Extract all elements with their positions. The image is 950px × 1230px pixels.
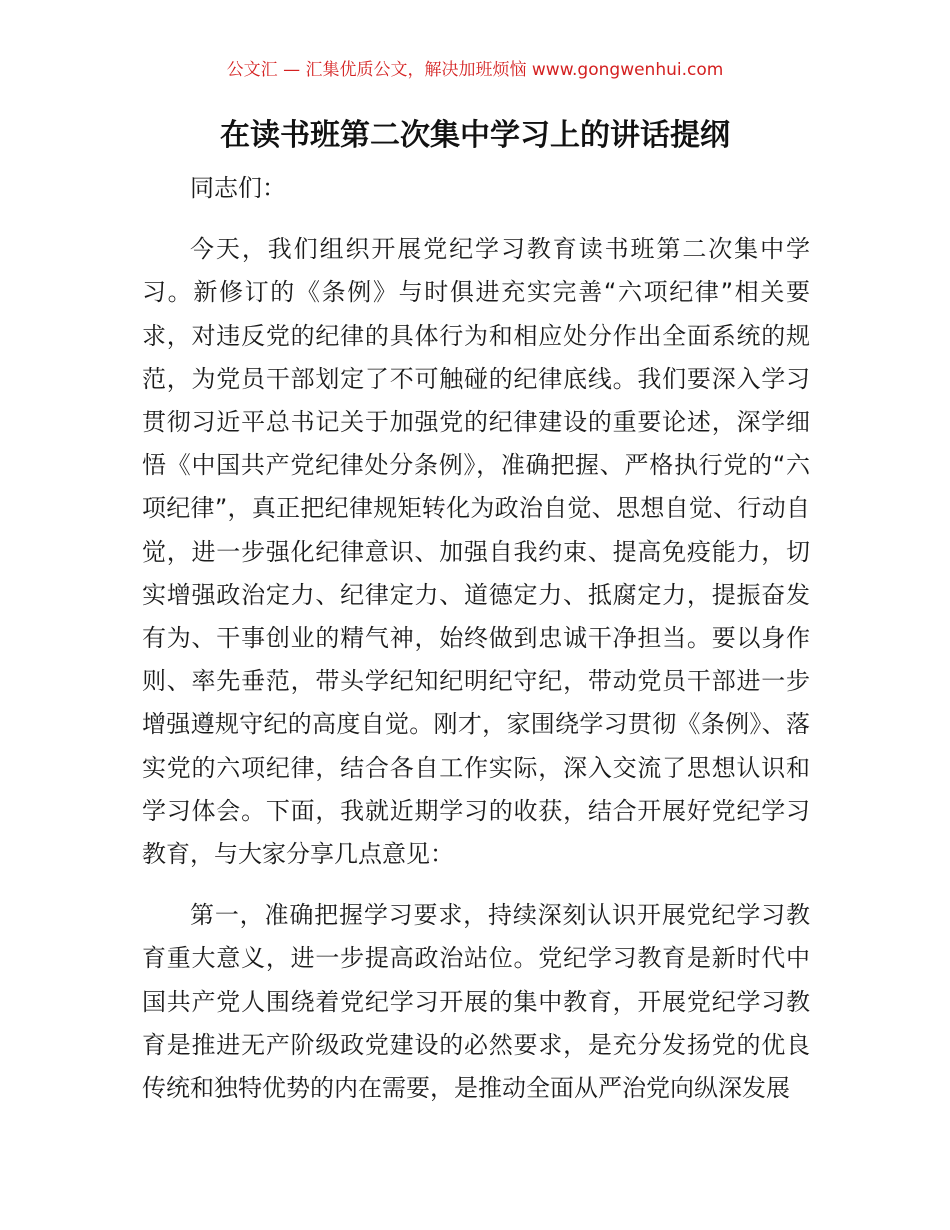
paragraph-intro: 今天，我们组织开展党纪学习教育读书班第二次集中学习。新修订的《条例》与时俱进充实完善“六项纪律”相关要求，对违反党的纪律的具体行为和相应处分作出全面系统的规范，为党员干部划定了不可触碰的纪律底线。我们要深入学习贯彻习近平总书记关于加强党的纪律建设的重要论述，深学细悟《中国共产党纪律处分条例》，准确把握、严格执行党的“六项纪律”，真正把纪律规矩转化为政治自觉、思想自觉、行动自觉，进一步强化纪律意识、加强自我约束、提高免疫能力，切实增强政治定力、纪律定力、道德定力、抵腐定力，提振奋发有为、干事创业的精气神，始终做到忠诚干净担当。要以身作则、率先垂范，带头学纪知纪明纪守纪，带动党员干部进一步增强遵规守纪的高度自觉。刚才，家围绕学习贯彻《条例》、落实党的六项纪律，结合各自工作实际，深入交流了思想认识和学习体会。下面，我就近期学习的收获，结合开展好党纪学习教育，与大家分享几点意见：	[142, 235, 810, 869]
greeting: 同志们：	[190, 174, 286, 202]
document-title: 在读书班第二次集中学习上的讲话提纲	[220, 118, 730, 153]
site-header-banner: 公文汇 — 汇集优质公文，解决加班烦恼 www.gongwenhui.com	[226, 60, 724, 80]
document-body	[142, 167, 810, 1110]
paragraph-first-point: 第一，准确把握学习要求，持续深刻认识开展党纪学习教育重大意义，进一步提高政治站位。党纪学习教育是新时代中国共产党人围绕着党纪学习开展的集中教育，开展党纪学习教育是推进无产阶级政党建设的必然要求，是充分发扬党的优良传统和独特优势的内在需要，是推动全面从严治党向纵深发展	[142, 901, 810, 1103]
